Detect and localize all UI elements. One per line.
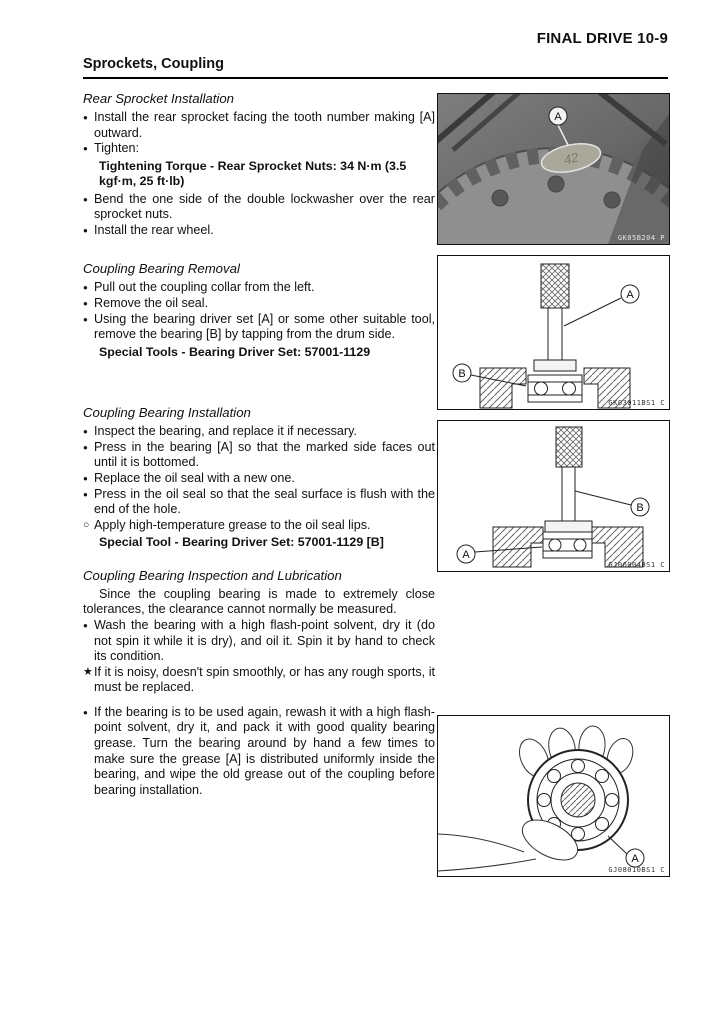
bearing-removal-illustration bbox=[438, 256, 669, 409]
bullet-marker: ● bbox=[83, 442, 88, 452]
section-heading: Coupling Bearing Removal bbox=[83, 261, 240, 277]
bullet-text: Tighten: bbox=[94, 141, 140, 156]
callout-a-badge bbox=[549, 107, 567, 125]
section-heading: Rear Sprocket Installation bbox=[83, 91, 234, 106]
bullet-marker: ● bbox=[83, 225, 88, 235]
bullet-item bbox=[83, 110, 435, 141]
bullet-text: Press in the oil seal so that the seal surface is flush with the end of the hole. bbox=[94, 486, 435, 517]
bullet-item bbox=[83, 440, 435, 471]
circle-marker: ○ bbox=[83, 518, 90, 531]
bullet-text: Using the bearing driver set [A] or some other suitable tool, remove the bearing [B] by tapping from the drum side. bbox=[94, 311, 435, 342]
svg-text:A: A bbox=[631, 853, 639, 865]
figure-code: GK05B204 P bbox=[617, 234, 665, 242]
figure-code: GJ06004BS1 C bbox=[608, 561, 665, 569]
bearing-installation-illustration bbox=[438, 421, 669, 571]
callout-a-badge bbox=[626, 849, 644, 867]
paragraph: Since the coupling bearing is made to extremely close tolerances, the clearance cannot normally be measured. bbox=[83, 586, 435, 617]
bullet-marker: ● bbox=[83, 620, 88, 630]
hand-holding-bearing-illustration bbox=[438, 716, 669, 876]
page-section-title: Sprockets, Coupling bbox=[83, 56, 224, 72]
bullet-item bbox=[83, 618, 435, 665]
callout-b-badge bbox=[631, 498, 649, 516]
figure-rear-sprocket-photo bbox=[437, 93, 670, 245]
figure-bearing-installation-diagram bbox=[437, 420, 670, 572]
bullet-item bbox=[83, 471, 435, 487]
bullet-item bbox=[83, 296, 435, 312]
bullet-text: Press in the bearing [A] so that the marked side faces out until it is bottomed. bbox=[94, 439, 435, 470]
figure-code: GK03011BS1 C bbox=[608, 399, 665, 407]
section-heading: Coupling Bearing Installation bbox=[83, 405, 251, 421]
figure-code: GJ08010BS1 C bbox=[608, 866, 665, 874]
bullet-marker: ● bbox=[83, 489, 88, 499]
svg-text:B: B bbox=[636, 502, 644, 514]
bullet-text: Pull out the coupling collar from the left. bbox=[94, 280, 315, 295]
bullet-text: Remove the oil seal. bbox=[94, 295, 209, 310]
header-rule bbox=[83, 77, 668, 79]
bullet-item bbox=[83, 223, 435, 239]
bullet-text: Wash the bearing with a high flash-point solvent, dry it (do not spin it while it is dry), and oil it. Spin it by hand to check its condition. bbox=[94, 617, 435, 664]
note-item bbox=[83, 518, 435, 534]
spec-line: Special Tools - Bearing Driver Set: 57001-1129 bbox=[99, 344, 371, 359]
bullet-item bbox=[83, 280, 435, 296]
bullet-text: Inspect the bearing, and replace it if necessary. bbox=[94, 424, 357, 439]
bullet-text: Bend the one side of the double lockwasher over the rear sprocket nuts. bbox=[94, 191, 435, 222]
page-header-chapter: FINAL DRIVE 10-9 bbox=[536, 30, 668, 47]
text-column bbox=[83, 90, 435, 798]
bullet-marker: ● bbox=[83, 427, 88, 437]
section-coupling-bearing-inspection bbox=[83, 567, 435, 799]
bullet-marker: ● bbox=[83, 707, 88, 717]
spec-line: Tightening Torque - Rear Sprocket Nuts: 34 N·m (3.5 kgf·m, 25 ft·lb) bbox=[99, 158, 407, 189]
caution-item bbox=[83, 665, 435, 696]
svg-text:B: B bbox=[458, 368, 466, 380]
note-text: Apply high-temperature grease to the oil seal lips. bbox=[94, 517, 371, 532]
bullet-item bbox=[83, 705, 435, 799]
bullet-marker: ● bbox=[83, 113, 88, 122]
bullet-text: Replace the oil seal with a new one. bbox=[94, 470, 295, 485]
bullet-text: Install the rear wheel. bbox=[94, 222, 214, 237]
bullet-marker: ● bbox=[83, 298, 88, 308]
callout-a-badge bbox=[457, 545, 475, 563]
bullet-text: If the bearing is to be used again, rewash it with a high flash-point solvent, dry it, and pack it with good quality bearing grease. Turn the bearing around by hand a few times to make sure the grease [A] is distributed uniformly inside the bearing, and wipe the old grease out of the coupling before bearing installation. bbox=[94, 704, 435, 797]
bullet-marker: ● bbox=[83, 144, 88, 154]
svg-text:A: A bbox=[462, 549, 470, 561]
figure-bearing-removal-diagram bbox=[437, 255, 670, 410]
section-coupling-bearing-removal bbox=[83, 260, 435, 360]
rear-sprocket-illustration bbox=[438, 94, 669, 244]
bullet-marker: ● bbox=[83, 194, 88, 204]
section-heading: Coupling Bearing Inspection and Lubrication bbox=[83, 567, 342, 583]
svg-text:A: A bbox=[626, 289, 634, 301]
svg-text:42: 42 bbox=[562, 149, 580, 168]
bullet-marker: ● bbox=[83, 473, 88, 483]
bullet-item bbox=[83, 141, 435, 157]
bullet-text: Install the rear sprocket facing the tooth number making [A] outward. bbox=[94, 110, 435, 140]
spec-line: Special Tool - Bearing Driver Set: 57001-1129 [B] bbox=[99, 535, 384, 550]
bullet-item bbox=[83, 192, 435, 223]
callout-a-badge bbox=[621, 285, 639, 303]
star-marker: ★ bbox=[83, 665, 93, 678]
section-rear-sprocket-installation bbox=[83, 90, 435, 238]
section-coupling-bearing-installation bbox=[83, 404, 435, 551]
bullet-marker: ● bbox=[83, 314, 88, 324]
svg-text:A: A bbox=[554, 111, 562, 123]
caution-text: If it is noisy, doesn't spin smoothly, or has any rough sports, it must be replaced. bbox=[94, 664, 435, 695]
bullet-item bbox=[83, 424, 435, 440]
bullet-item bbox=[83, 487, 435, 518]
bullet-marker: ● bbox=[83, 283, 88, 293]
figure-bearing-grease-illustration bbox=[437, 715, 670, 877]
callout-b-badge bbox=[453, 364, 471, 382]
bullet-item bbox=[83, 312, 435, 343]
